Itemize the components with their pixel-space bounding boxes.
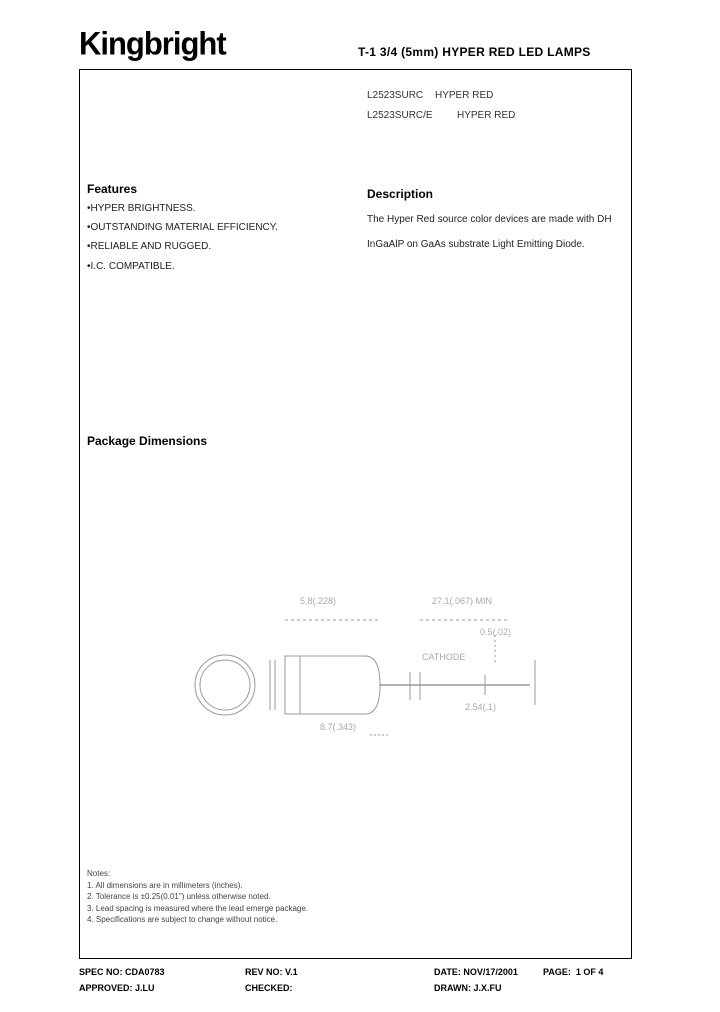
description-heading: Description <box>367 187 434 201</box>
dim-body: 27.1(.067) MIN <box>432 596 493 606</box>
led-side-view <box>285 656 380 714</box>
description-line: The Hyper Red source color devices are made with DH <box>367 214 612 225</box>
approved-by: APPROVED: J.LU <box>79 983 155 993</box>
feature-item: •HYPER BRIGHTNESS. <box>87 203 196 214</box>
notes-heading: Notes: <box>87 869 111 878</box>
feature-item: •OUTSTANDING MATERIAL EFFICIENCY. <box>87 222 278 233</box>
date: DATE: NOV/17/2001 <box>434 967 518 977</box>
brand-logo: Kingbright <box>79 25 226 62</box>
note-item: 1. All dimensions are in millimeters (inches). <box>87 880 243 890</box>
dim-lead: 0.5(.02) <box>480 627 512 637</box>
dim-length: 8.7(.343) <box>320 722 357 732</box>
dim-spacing: 2.54(.1) <box>465 702 497 712</box>
package-heading: Package Dimensions <box>87 434 208 448</box>
feature-item: •RELIABLE AND RUGGED. <box>87 241 212 252</box>
note-item: 2. Tolerance is ±0.25(0.01") unless otherwise noted. <box>87 892 271 901</box>
drawn-by: DRAWN: J.X.FU <box>434 983 502 993</box>
dim-diameter: 5.8(.228) <box>300 596 337 606</box>
document-title: T-1 3/4 (5mm) HYPER RED LED LAMPS <box>358 45 591 59</box>
part-color-2: HYPER RED <box>457 110 516 121</box>
note-item: 4. Specifications are subject to change without notice. <box>87 915 278 924</box>
led-front-view <box>195 655 255 715</box>
part-number-1: L2523SURC <box>367 90 424 101</box>
spec-number: SPEC NO: CDA0783 <box>79 967 165 977</box>
page-number: PAGE: 1 OF 4 <box>543 967 604 977</box>
feature-item: •I.C. COMPATIBLE. <box>87 261 175 272</box>
description-line: InGaAlP on GaAs substrate Light Emitting Diode. <box>367 239 585 250</box>
features-heading: Features <box>87 182 138 196</box>
note-item: 3. Lead spacing is measured where the lead emerge package. <box>87 903 309 913</box>
checked-by: CHECKED: <box>245 983 293 993</box>
revision-number: REV NO: V.1 <box>245 967 298 977</box>
notes-block <box>87 868 308 926</box>
package-drawing <box>180 590 550 750</box>
part-number-2: L2523SURC/E <box>367 110 433 121</box>
dim-cathode: CATHODE <box>422 652 466 662</box>
part-color-1: HYPER RED <box>435 90 494 101</box>
